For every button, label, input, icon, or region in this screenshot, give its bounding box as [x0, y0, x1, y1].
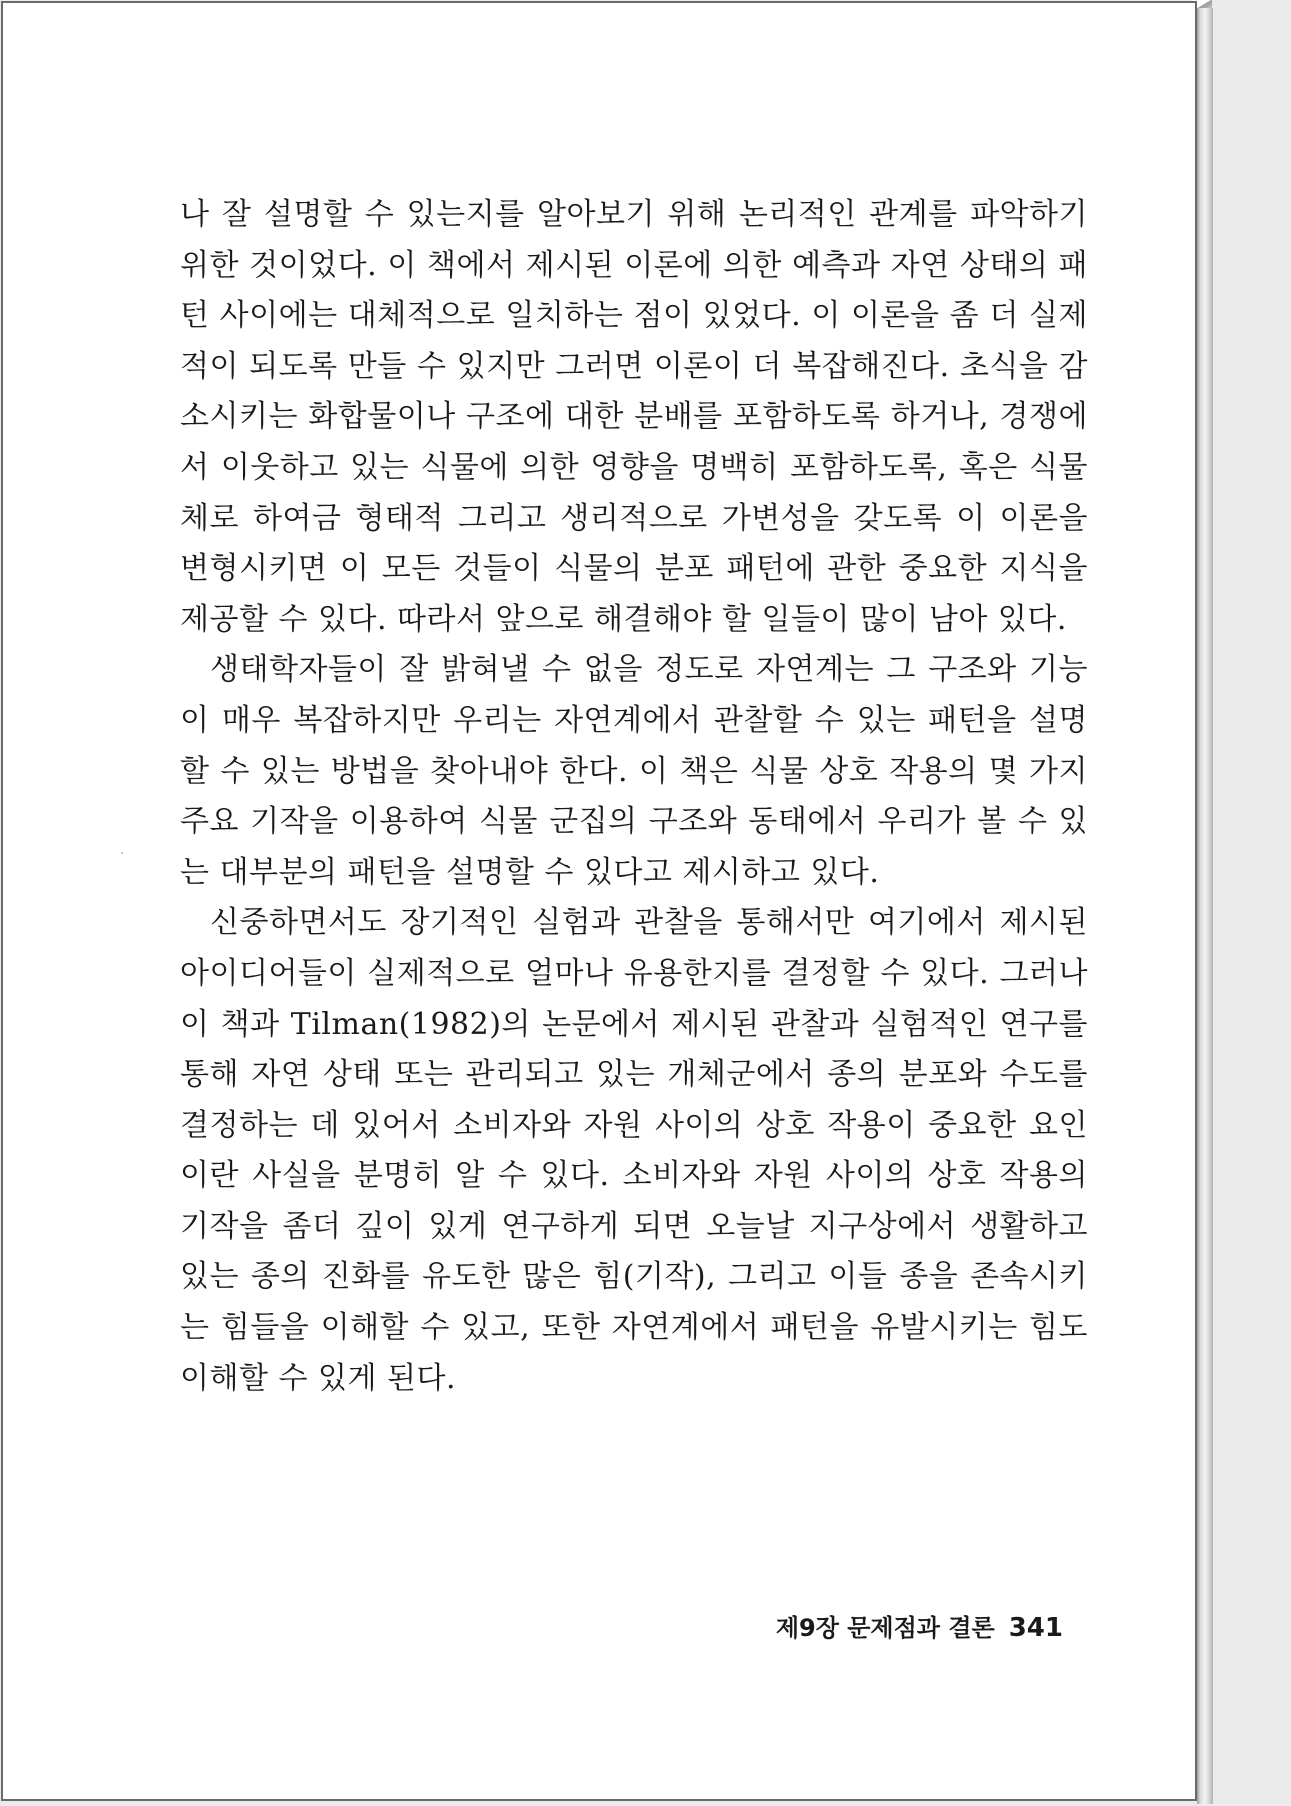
scan-speck [121, 852, 123, 854]
page-stack-edge [1197, 8, 1213, 1804]
book-page [1, 1, 1197, 1801]
paragraph-3: 신중하면서도 장기적인 실험과 관찰을 통해서만 여기에서 제시된 아이디어들이 실제적으로 얼마나 유용한지를 결정할 수 있다. 그러나 이 책과 Tilman(1982)의 논문에서 제시된 관찰과 실험적인 연구를 통해 자연 상태 또는 관리되고 있는 개체군에서 종의 분포와 수도를 결정하는 데 있어서 소비자와 자원 사이의 상호 작용이 중요한 요인이란 사실을 분명히 알 수 있다. 소비자와 자원 사이의 상호 작용의 기작을 좀더 깊이 있게 연구하게 되면 오늘날 지구상에서 생활하고 있는 종의 진화를 유도한 많은 힘(기작), 그리고 이들 종을 존속시키는 힘들을 이해할 수 있고, 또한 자연계에서 패턴을 유발시키는 힘도 이해할 수 있게 된다. [180, 905, 1088, 1396]
paragraph-1: 나 잘 설명할 수 있는지를 알아보기 위해 논리적인 관계를 파악하기 위한 것이었다. 이 책에서 제시된 이론에 의한 예측과 자연 상태의 패턴 사이에는 대체적으로 일치하는 점이 있었다. 이 이론을 좀 더 실제적이 되도록 만들 수 있지만 그러면 이론이 더 복잡해진다. 초식을 감소시키는 화합물이나 구조에 대한 분배를 포함하도록 하거나, 경쟁에서 이웃하고 있는 식물에 의한 영향을 명백히 포함하도록, 혹은 식물체로 하여금 형태적 그리고 생리적으로 가변성을 갖도록 이 이론을 변형시키면 이 모든 것들이 식물의 분포 패턴에 관한 중요한 지식을 제공할 수 있다. 따라서 앞으로 해결해야 할 일들이 많이 남아 있다. [180, 197, 1088, 637]
page-footer [753, 1608, 1063, 1643]
paragraph-2: 생태학자들이 잘 밝혀낼 수 없을 정도로 자연계는 그 구조와 기능이 매우 복잡하지만 우리는 자연계에서 관찰할 수 있는 패턴을 설명할 수 있는 방법을 찾아내야 한다. 이 책은 식물 상호 작용의 몇 가지 주요 기작을 이용하여 식물 군집의 구조와 동태에서 우리가 볼 수 있는 대부분의 패턴을 설명할 수 있다고 제시하고 있다. [180, 652, 1088, 890]
running-footer-chapter: 제9장 문제점과 결론 [775, 1614, 995, 1642]
page-number: 341 [1008, 1613, 1063, 1643]
body-text [180, 190, 1088, 1404]
